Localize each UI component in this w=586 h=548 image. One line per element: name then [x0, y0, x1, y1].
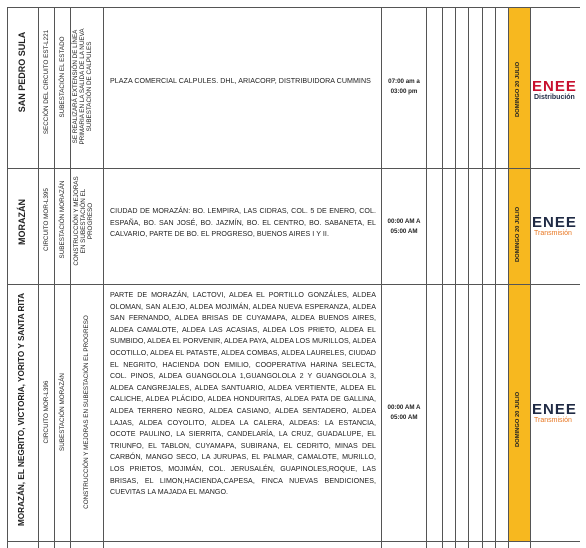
outage-date: DOMINGO 20 JULIO: [515, 391, 521, 447]
city-label: SAN PEDRO SULA: [17, 31, 27, 113]
grid-line: [7, 7, 580, 8]
grid-line: [7, 168, 580, 169]
enee-logo-sub: Transmisión: [534, 417, 572, 424]
substation-label: SUBESTACIÓN MORAZÁN: [59, 373, 66, 451]
grid-line: [70, 7, 71, 548]
enee-logo-text: ENEE: [532, 214, 577, 231]
grid-line: [7, 7, 8, 548]
grid-line: [7, 284, 580, 285]
enee-logo-text: ENEE: [532, 78, 577, 95]
enee-logo-sub: Transmisión: [534, 230, 572, 237]
grid-line: [468, 7, 469, 548]
substation-label: SUBESTACIÓN MORAZÁN: [59, 180, 66, 259]
outage-time: 00:00 AM A 05:00 AM: [387, 218, 421, 235]
work-description: CONSTRUCCIÓN Y MEJORAS EN SUBESTACIÓN EL PROGRESO: [83, 315, 90, 509]
work-description: CONSTRUCCIÓN Y MEJORAS EN SUBESTACIÓN EL PROGRESO: [73, 176, 95, 266]
enee-logo-sub: Distribución: [534, 94, 575, 101]
outage-time: 07:00 am a 03:00 pm: [388, 78, 420, 95]
grid-line: [103, 7, 104, 548]
enee-logo: [532, 80, 577, 102]
work-description: SE REALIZARÁ EXTENSIÓN DE LÍNEA PRIMARIA EN LA SALIDA DE LA NUEVA SUBESTACIÓN DE CALPULES: [72, 28, 94, 145]
grid-line: [455, 7, 456, 548]
outage-date: DOMINGO 20 JULIO: [515, 206, 521, 262]
grid-line: [38, 7, 39, 548]
grid-line: [442, 7, 443, 548]
grid-line: [482, 7, 483, 548]
circuit-label: CIRCUITO MOR-L395: [43, 188, 50, 251]
circuit-label: CIRCUITO MOR-L396: [43, 380, 50, 444]
substation-label: SUBESTACIÓN EL ESTADO: [59, 36, 66, 118]
outage-time: 00:00 AM A 05:00 AM: [387, 404, 421, 421]
grid-line: [426, 7, 427, 548]
grid-line: [530, 7, 531, 548]
circuit-label: SECCIÓN DEL CIRCUITO EST-L221: [43, 29, 50, 135]
grid-line: [381, 7, 382, 548]
affected-areas: CIUDAD DE MORAZÁN: BO. LEMPIRA, LAS CIDRAS, COL. 5 DE ENERO, COL. ESPAÑA, BO. SAN JOSÉ, BO. JAZMÍN, BO. EL CENTRO, BO. SABANETA, EL CALVARIO, PARTE DE BO. EL PROGRESO, BUENOS AIRES I Y II.: [110, 207, 376, 239]
affected-areas: PARTE DE MORAZÁN, LACTOVI, ALDEA EL PORTILLO GONZÁLES, ALDEA OLOMAN, SAN ALEJO, ALDEA MOJIMÁN, ALDEA NUEVA ESPERANZA, ALDEA SAN FERNANDO, ALDEA BRISAS DE CUYAMAPA, ALDEA BUENOS AIRES, ALDEA CAMALOTE, ALDEA LAS ACASIAS, ALDEA LOS PRIETO, ALDEA EL SUMBIDO, ALDEA EL PORVENIR, ALDEA PAYA, ALDEA LOS MURILLOS, ALDEA OCOTILLO, ALDEA EL PATASTE, ALDEA COMBAS, ALDEA LAURELES, CIUDAD EL NEGRITO, HACIENDA DON EMILIO, COOPERATIVA HARINA SELECTA, COL. PINOS, ALDEA GUANGOLOLA 1,GUANGOLOLA 2 Y GUANGOLOLA 3, ALDEA CANGREJALES, ALDEA SANTUARIO, ALDEA VERTIENTE, ALDEA EL CALICHE, ALDEA PLÁCIDO, ALDEA HONDURITAS, ALDEA PATA DE GALLINA, ALDEA TERRERO NEGRO, ALDEA CASIANO, ALDEA SENTADERO, ALDEA LAJAS, ALDEA COYOLITO, ALDEA LA CALERA, ALDEAS: LA ESTANCIA, OCOTE PAULINO, LA SIERRITA, CANDELARÍA, LA CRUZ, GUADALUPE, EL TRIUNFO, EL TABLON, CUYAMAPA, SUBIRANA, EL CEDRITO, MINAS DEL CARBÓN, MANGO SECO, LA JURUPAS, EL PALMAR, CAMALOTE, MURILLO, LOS PRIETOS, MOJIMÁN, COL. JERUSALÉN, GUAPINOLES,ROQUE, LAS BRISAS, EL LIMON,HACIENDA,CAPESA, FINCA NUEVAS BENDICIONES, CUEVITAS LA MAJADA EL MANGO.: [110, 291, 376, 497]
enee-logo: [532, 216, 577, 238]
outage-date: DOMINGO 20 JULIO: [515, 61, 521, 117]
grid-line: [7, 541, 580, 542]
grid-line: [54, 7, 55, 548]
city-label: MORAZÁN, EL NEGRITO, VICTORIA, YORITO Y SANTA RITA: [17, 292, 26, 527]
enee-logo: [532, 403, 577, 425]
city-label: MORAZÁN: [17, 199, 27, 245]
enee-logo-text: ENEE: [532, 401, 577, 418]
grid-line: [495, 7, 496, 548]
outage-schedule-table: [7, 7, 580, 548]
affected-areas: PLAZA COMERCIAL CALPULES. DHL, ARIACORP, DISTRIBUIDORA CUMMINS: [110, 77, 371, 85]
